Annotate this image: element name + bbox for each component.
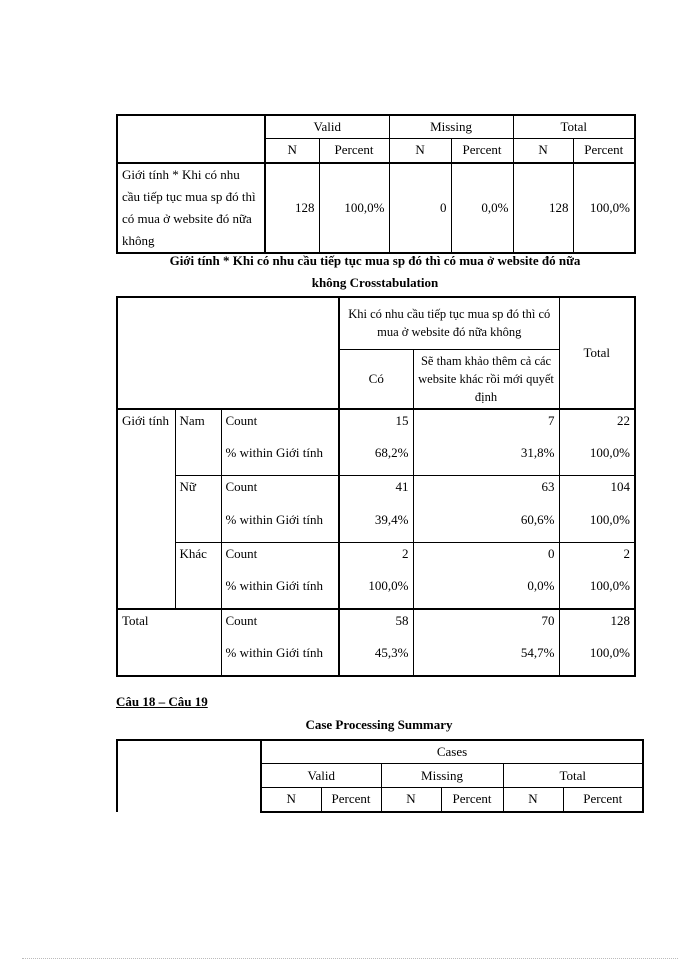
row-label: Giới tính * Khi có nhu cầu tiếp tục mua sp đó thì có mua ở website đó nữa không bbox=[117, 163, 265, 253]
header-valid: Valid bbox=[265, 115, 389, 139]
pct-cell: 100,0% bbox=[559, 432, 635, 476]
value-cell: 0,0% bbox=[451, 163, 513, 253]
header-total: Total bbox=[513, 115, 635, 139]
value-cell: 128 bbox=[265, 163, 319, 253]
value-cell: 100,0% bbox=[319, 163, 389, 253]
case-summary-table-1 bbox=[116, 114, 636, 254]
header-missing: Missing bbox=[381, 764, 503, 788]
subheader-percent: Percent bbox=[563, 788, 643, 812]
count-cell: 104 bbox=[559, 476, 635, 499]
subheader-n: N bbox=[503, 788, 563, 812]
case-summary-title: Case Processing Summary bbox=[305, 717, 453, 732]
subheader-percent: Percent bbox=[319, 139, 389, 163]
crosstab-title bbox=[116, 250, 634, 294]
pct-cell: 45,3% bbox=[339, 632, 413, 676]
col-total-header: Total bbox=[559, 297, 635, 409]
count-cell: 0 bbox=[413, 542, 559, 565]
count-cell: 22 bbox=[559, 409, 635, 432]
pct-cell: 100,0% bbox=[339, 565, 413, 609]
count-cell: 2 bbox=[559, 542, 635, 565]
pct-cell: 0,0% bbox=[413, 565, 559, 609]
count-label: Count bbox=[221, 609, 339, 632]
subheader-percent: Percent bbox=[451, 139, 513, 163]
col-group-header: Khi có nhu cầu tiếp tục mua sp đó thì có mua ở website đó nữa không bbox=[339, 297, 559, 349]
count-label: Count bbox=[221, 409, 339, 432]
value-cell: 0 bbox=[389, 163, 451, 253]
subheader-n: N bbox=[513, 139, 573, 163]
pct-label: % within Giới tính bbox=[221, 565, 339, 609]
col-co-header: Có bbox=[339, 349, 413, 409]
count-cell: 2 bbox=[339, 542, 413, 565]
subheader-n: N bbox=[265, 139, 319, 163]
subheader-n: N bbox=[261, 788, 321, 812]
count-label: Count bbox=[221, 542, 339, 565]
pct-cell: 100,0% bbox=[559, 498, 635, 542]
corner-cell bbox=[117, 740, 261, 812]
pct-cell: 100,0% bbox=[559, 565, 635, 609]
header-valid: Valid bbox=[261, 764, 381, 788]
count-cell: 15 bbox=[339, 409, 413, 432]
pct-cell: 31,8% bbox=[413, 432, 559, 476]
row-group-label: Nam bbox=[175, 409, 221, 476]
row-group-label: Khác bbox=[175, 542, 221, 609]
subheader-percent: Percent bbox=[441, 788, 503, 812]
pct-label: % within Giới tính bbox=[221, 632, 339, 676]
count-cell: 63 bbox=[413, 476, 559, 499]
crosstab-title-line2: không Crosstabulation bbox=[311, 275, 439, 290]
case-summary-table-2 bbox=[116, 739, 644, 813]
pct-cell: 68,2% bbox=[339, 432, 413, 476]
corner-cell bbox=[117, 115, 265, 163]
row-group-label: Nữ bbox=[175, 476, 221, 543]
page-bottom-divider bbox=[22, 958, 678, 959]
crosstab-table bbox=[116, 296, 636, 677]
header-cases: Cases bbox=[261, 740, 643, 764]
col-tham-khao-header: Sẽ tham khảo thêm cả các website khác rồi mới quyết định bbox=[413, 349, 559, 409]
pct-cell: 60,6% bbox=[413, 498, 559, 542]
pct-label: % within Giới tính bbox=[221, 432, 339, 476]
corner-cell bbox=[117, 297, 339, 409]
total-row-label: Total bbox=[117, 609, 221, 676]
count-cell: 128 bbox=[559, 609, 635, 632]
pct-cell: 54,7% bbox=[413, 632, 559, 676]
count-cell: 7 bbox=[413, 409, 559, 432]
value-cell: 128 bbox=[513, 163, 573, 253]
count-cell: 70 bbox=[413, 609, 559, 632]
value-cell: 100,0% bbox=[573, 163, 635, 253]
pct-cell: 100,0% bbox=[559, 632, 635, 676]
header-missing: Missing bbox=[389, 115, 513, 139]
subheader-percent: Percent bbox=[573, 139, 635, 163]
crosstab-title-line1: Giới tính * Khi có nhu cầu tiếp tục mua sp đó thì có mua ở website đó nữa bbox=[169, 253, 581, 268]
header-total: Total bbox=[503, 764, 643, 788]
row-var-label: Giới tính bbox=[117, 409, 175, 609]
count-cell: 58 bbox=[339, 609, 413, 632]
section-heading: Câu 18 – Câu 19 bbox=[116, 694, 208, 709]
pct-cell: 39,4% bbox=[339, 498, 413, 542]
count-cell: 41 bbox=[339, 476, 413, 499]
pct-label: % within Giới tính bbox=[221, 498, 339, 542]
subheader-n: N bbox=[381, 788, 441, 812]
subheader-n: N bbox=[389, 139, 451, 163]
count-label: Count bbox=[221, 476, 339, 499]
subheader-percent: Percent bbox=[321, 788, 381, 812]
